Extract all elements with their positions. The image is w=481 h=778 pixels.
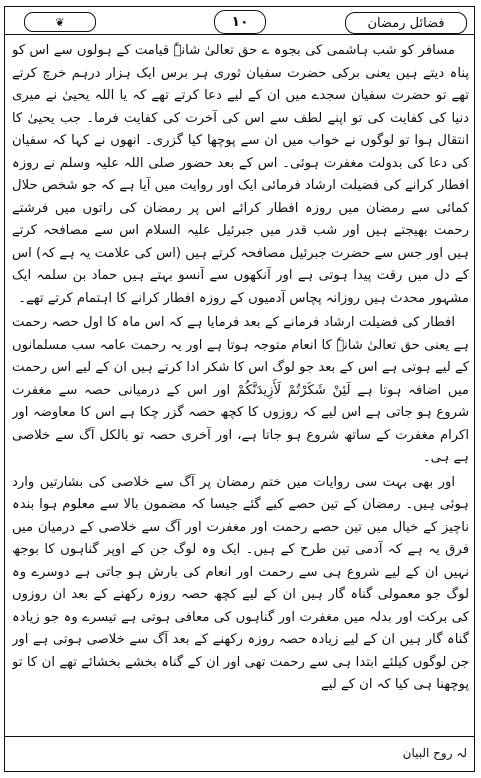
book-title: فضائل رمضان bbox=[345, 12, 467, 34]
paragraph: اور بھی بہت سی روایات میں ختم رمضان پر آگ سے خلاصی کی بشارتیں وارد ہوئی ہیں۔ رمضان کے تین حصے کیے گئے جیسا کہ مضمون بالا سے معلوم ہوا بندہ ناچیز کے خیال میں تین حصے رحمت اور مغفرت اور آگ سے خلاصی کے درمیان میں فرق یہ ہے کہ آدمی تین طرح کے ہیں۔ ایک وہ لوگ جن کے اوپر گناہوں کا بوجھ نہیں ان کے لیے شروع ہی سے رحمت اور انعام کی بارش ہو جاتی ہے دوسرے وہ لوگ جو معمولی گناہ گار ہیں ان کے لیے کچھ حصہ روزہ رکھنے کے بعد ان روزوں کی برکت اور بدلہ میں مغفرت اور گناہوں کی معافی ہوتی ہے تیسرے وہ جو زیادہ گناہ گار ہیں ان کے لیے زیادہ حصہ روزہ رکھنے کے بعد آگ سے خلاصی ہوتی ہے اور جن لوگوں کیلئے ابتدا ہی سے رحمت تھی اور ان کے گناہ بخشے بخشائے تھے ان کا تو پوچھنا ہی کیا کہ ان کے لیے bbox=[12, 474, 469, 692]
page-number: ۱۰ bbox=[214, 10, 266, 34]
ornament-icon: ❦ bbox=[24, 12, 96, 32]
text-body bbox=[12, 40, 469, 730]
footnote: لہ روح البیان bbox=[402, 746, 467, 760]
footer-rule bbox=[4, 736, 475, 737]
header-rule bbox=[4, 34, 475, 35]
header-ornament bbox=[10, 12, 110, 32]
page-header bbox=[4, 6, 475, 36]
paragraph: افطار کی فضیلت ارشاد فرمانے کے بعد فرمایا ہے کہ اس ماہ کا اول حصہ رحمت ہے یعنی حق تعالیٰ شانہٗ کا انعام متوجہ ہوتا ہے اور یہ رحمت عامہ سب مسلمانوں کے لیے ہوتی ہے اس کے بعد جو لوگ اس کا شکر ادا کرتے ہیں ان کے لیے اس رحمت میں اضافہ ہوتا ہے لَئِنْ شَكَرْتُمْ لَأَزِيدَنَّكُمْ اور اس کے درمیانی حصہ سے مغفرت شروع ہو جاتی ہے اس لیے کہ روزوں کا کچھ حصہ گزر چکا ہے اس کا معاوضہ اور اکرام مغفرت کے ساتھ شروع ہو جاتا ہے، اور آخری حصہ تو بالکل آگ سے خلاصی ہے ہی۔ bbox=[12, 315, 469, 465]
paragraph: مسافر کو شب ہاشمی کی بجوہ ے حق تعالیٰ شانہٗ قیامت کے ہولوں سے اس کو پناہ دیتے ہیں یعنی برکی حضرت سفیان ثوری ہر برس ایک ہزار درہم خرچ کرتے تھے تو حضرت سفیان سجدے میں ان کے لیے دعا کرتے تھے کہ یا اللہ یحییٰ نے میری دنیا کی کفایت کی تو اپنے لطف سے اس کی آخرت کی کفایت فرما۔ جب یحییٰ کا انتقال ہوا تو لوگوں نے خواب میں ان سے پوچھا کیا گزری۔ انھوں نے کہا کہ سفیان کی دعا کی بدولت مغفرت ہوئی۔ اس کے بعد حضور صلی اللہ علیہ وسلم نے روزہ افطار کرانے کی فضیلت ارشاد فرمائی ایک اور روایت میں آیا ہے کہ جو شخص حلال کمائی سے رمضان میں روزہ افطار کرائے اس پر رمضان کی راتوں میں فرشتے رحمت بھیجتے ہیں اور شب قدر میں جبرئیل علیہ السلام اس سے مصافحہ کرتے ہیں اور جس سے حضرت جبرئیل مصافحہ کرتے ہیں (اس کی علامت یہ ہے کہ) اس کے دل میں رقت پیدا ہوتی ہے اور آنکھوں سے آنسو بہتے ہیں حماد بن سلمہ ایک مشہور محدث ہیں روزانہ پچاس آدمیوں کے روزہ افطار کرانے کا اہتمام کرتے تھے۔ bbox=[12, 43, 469, 306]
